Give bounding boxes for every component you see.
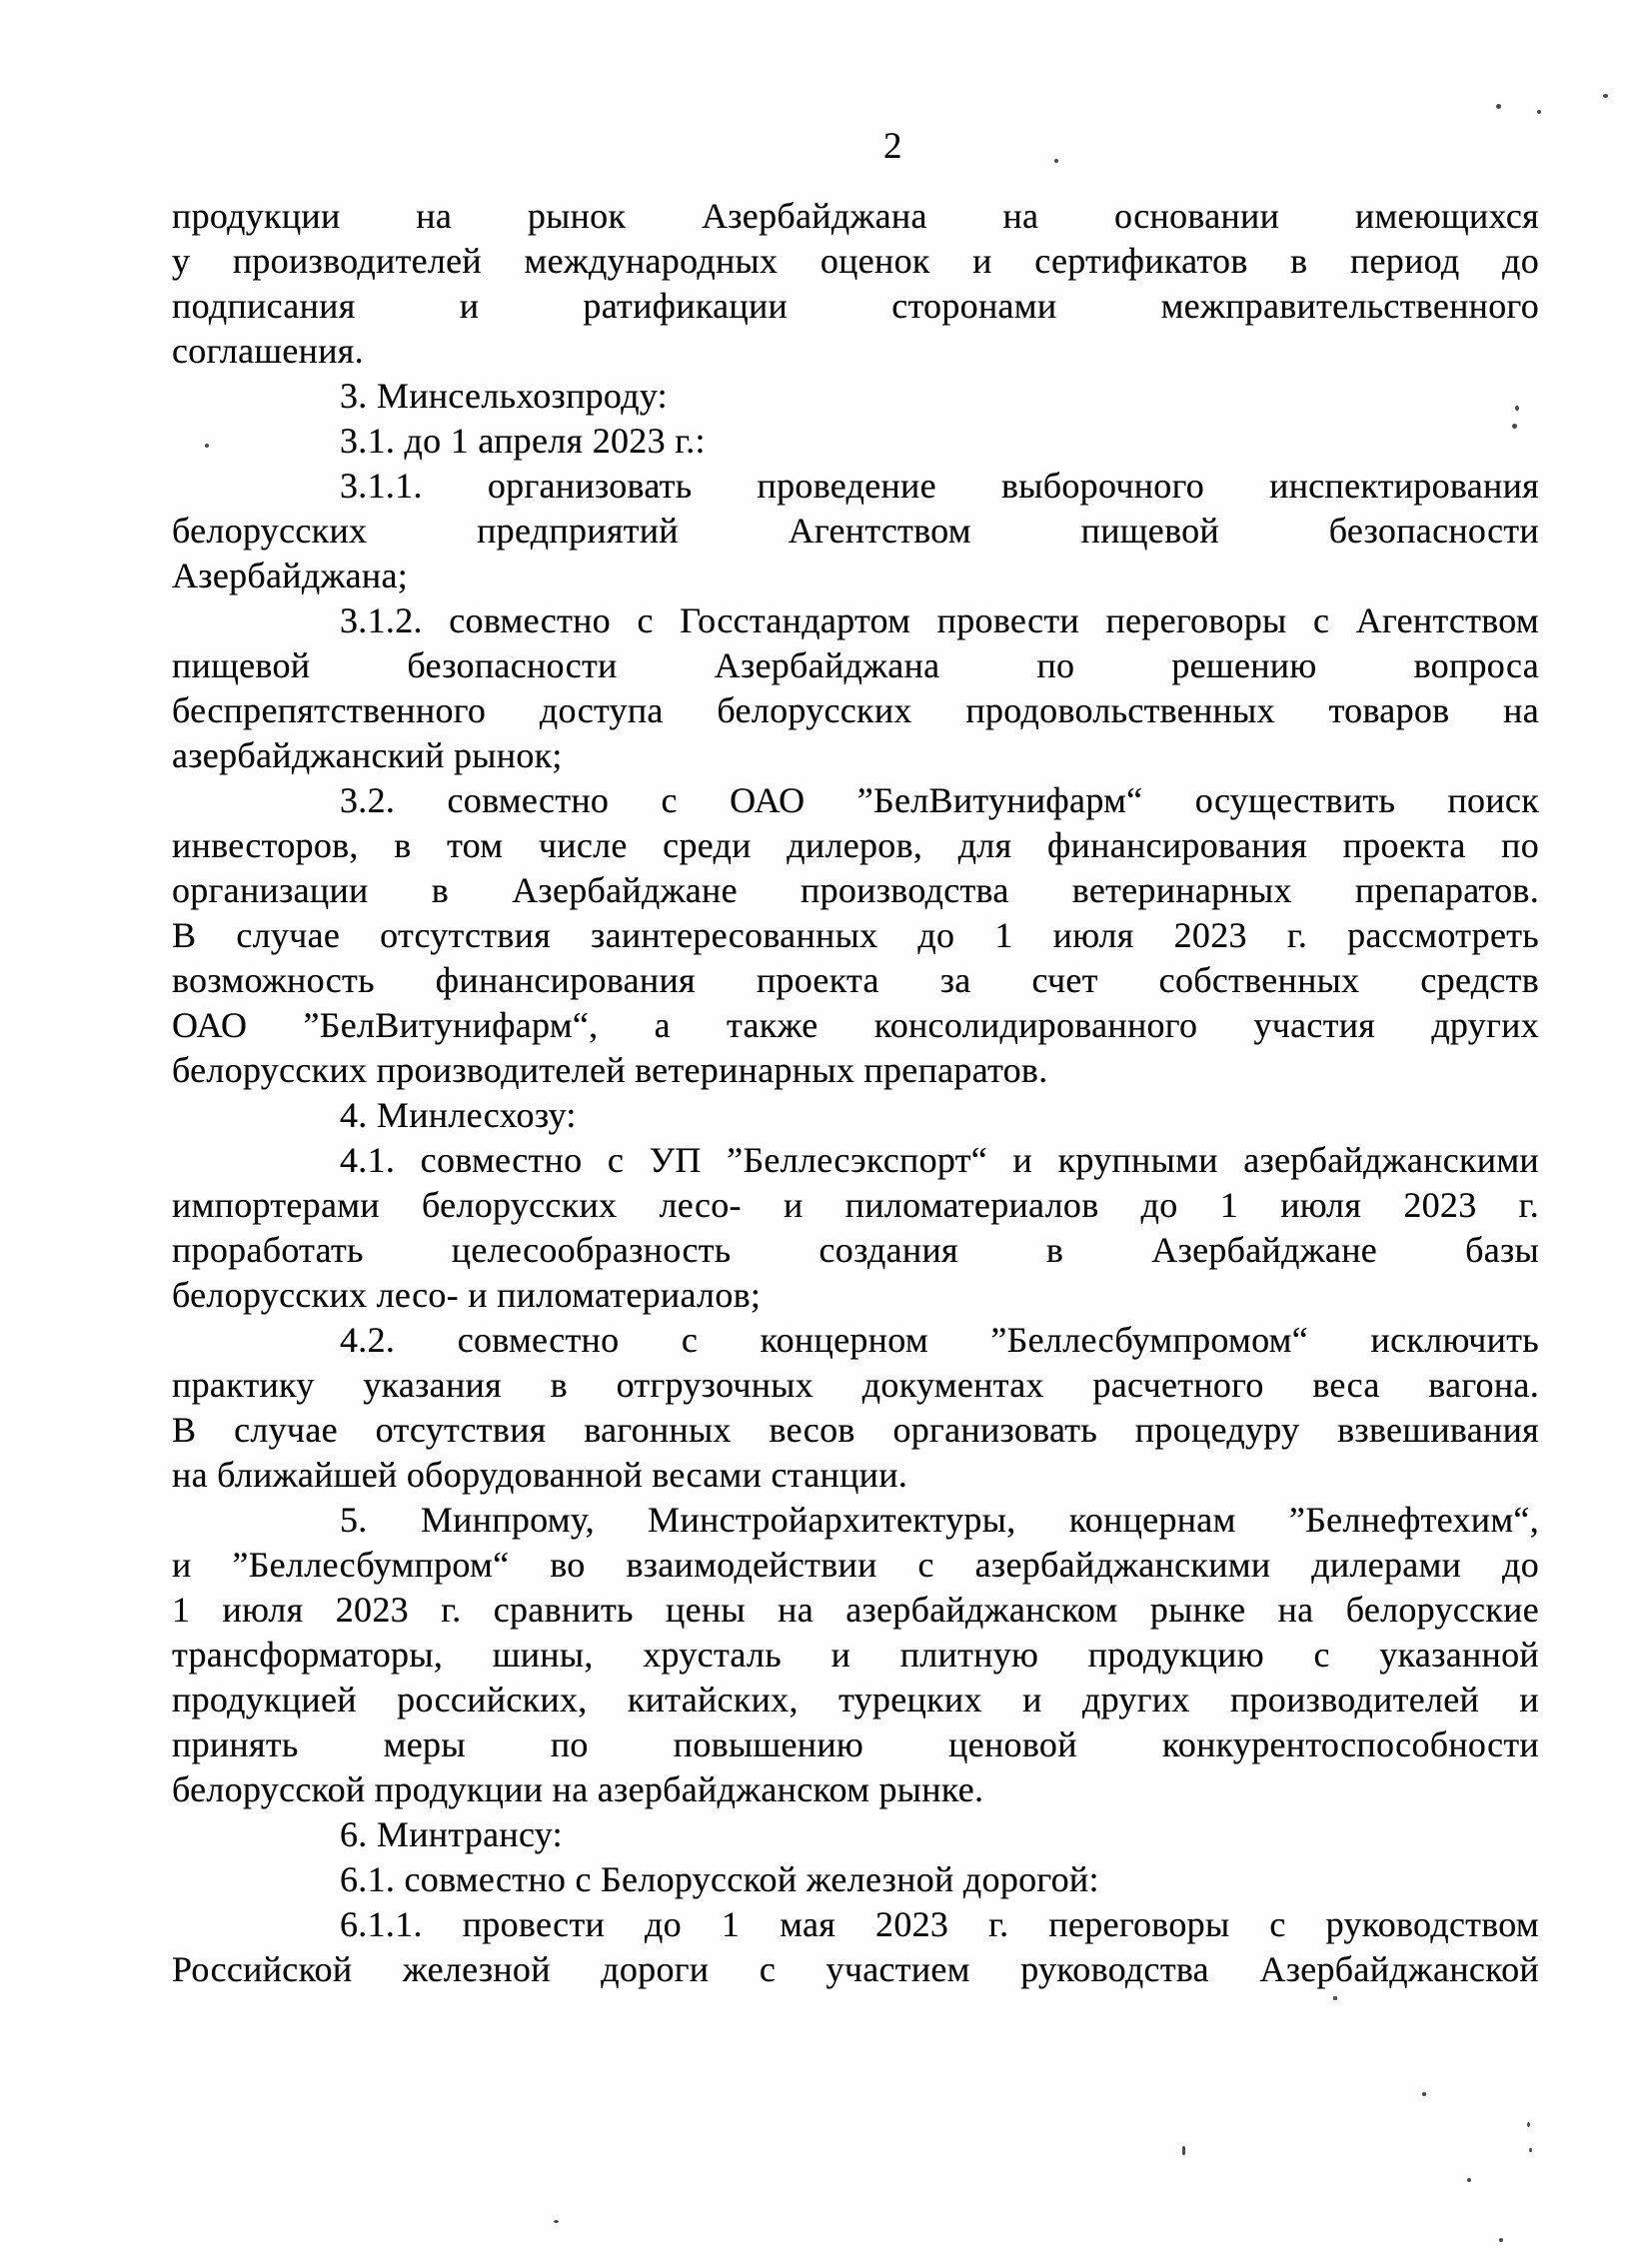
text-line: на ближайшей оборудованной весами станции. — [172, 1455, 908, 1495]
text-line: 1 июля 2023 г. сравнить цены на азербайджанском рынке на белорусские — [172, 1590, 1539, 1630]
scan-speck — [1515, 406, 1519, 411]
text-line: подписания и ратификации сторонами межправительственного — [172, 286, 1539, 326]
text-line: белорусских лесо- и пиломатериалов; — [172, 1275, 762, 1315]
text-line: продукции на рынок Азербайджана на основании имеющихся — [172, 196, 1539, 236]
text-line: возможность финансирования проекта за счет собственных средств — [172, 960, 1539, 1000]
text-line: 6. Минтрансу: — [340, 1814, 563, 1854]
document-body — [172, 194, 1539, 1992]
text-line: 3.2. совместно с ОАО ”БелВитунифарм“ осуществить поиск — [340, 780, 1539, 820]
scan-speck — [1529, 2148, 1532, 2152]
page-number: 2 — [883, 126, 902, 167]
text-line: 3. Минсельхозпроду: — [340, 376, 668, 416]
text-line: и ”Беллесбумпром“ во взаимодействии с азербайджанскими дилерами до — [172, 1545, 1539, 1585]
scan-speck — [1499, 2238, 1503, 2242]
scan-speck — [1422, 2092, 1426, 2096]
scan-speck — [1527, 2122, 1530, 2127]
scan-speck — [1512, 424, 1517, 429]
scan-speck — [1496, 104, 1501, 109]
text-line: 3.1.2. совместно с Госстандартом провести переговоры с Агентством — [340, 600, 1539, 640]
scan-speck — [554, 2220, 559, 2223]
text-line: белорусских производителей ветеринарных препаратов. — [172, 1050, 1048, 1090]
scan-speck — [1333, 1996, 1337, 2000]
text-line: у производителей международных оценок и сертификатов в период до — [172, 241, 1539, 281]
text-line: проработать целесообразность создания в Азербайджане базы — [172, 1230, 1539, 1270]
text-line: 4.1. совместно с УП ”Беллесэкспорт“ и крупными азербайджанскими — [340, 1140, 1539, 1180]
scan-speck — [1537, 110, 1541, 114]
text-line: Российской железной дороги с участием руководства Азербайджанской — [172, 1949, 1539, 1989]
text-line: 6.1.1. провести до 1 мая 2023 г. переговоры с руководством — [340, 1904, 1539, 1944]
text-line: практику указания в отгрузочных документах расчетного веса вагона. — [172, 1365, 1539, 1405]
text-line: В случае отсутствия вагонных весов организовать процедуру взвешивания — [172, 1410, 1539, 1450]
text-line: продукцией российских, китайских, турецких и других производителей и — [172, 1680, 1539, 1719]
text-line: 4. Минлесхозу: — [340, 1095, 577, 1135]
text-line: импортерами белорусских лесо- и пиломатериалов до 1 июля 2023 г. — [172, 1185, 1539, 1225]
text-line: пищевой безопасности Азербайджана по решению вопроса — [172, 645, 1539, 685]
text-line: белорусских предприятий Агентством пищевой безопасности — [172, 511, 1539, 551]
text-line: организации в Азербайджане производства ветеринарных препаратов. — [172, 870, 1539, 910]
scan-speck — [1603, 94, 1608, 98]
text-line: 3.1.1. организовать проведение выборочного инспектирования — [340, 466, 1539, 506]
scan-speck — [1054, 159, 1058, 163]
text-line: белорусской продукции на азербайджанском рынке. — [172, 1769, 984, 1809]
text-line: инвесторов, в том числе среди дилеров, для финансирования проекта по — [172, 825, 1539, 865]
text-line: Азербайджана; — [172, 556, 409, 595]
text-line: беспрепятственного доступа белорусских продовольственных товаров на — [172, 690, 1539, 730]
text-line: трансформаторы, шины, хрусталь и плитную продукцию с указанной — [172, 1635, 1539, 1675]
text-line: В случае отсутствия заинтересованных до 1 июля 2023 г. рассмотреть — [172, 915, 1539, 955]
text-line: соглашения. — [172, 331, 364, 371]
text-line: принять меры по повышению ценовой конкурентоспособности — [172, 1724, 1539, 1764]
text-line: азербайджанский рынок; — [172, 735, 563, 775]
text-line: 4.2. совместно с концерном ”Беллесбумпромом“ исключить — [340, 1320, 1539, 1360]
scan-speck — [1467, 2178, 1471, 2182]
text-line: 5. Минпрому, Минстройархитектуры, концернам ”Белнефтехим“, — [340, 1500, 1539, 1540]
text-line: ОАО ”БелВитунифарм“, а также консолидированного участия других — [172, 1005, 1539, 1045]
scan-speck — [205, 444, 209, 448]
text-line: 3.1. до 1 апреля 2023 г.: — [340, 421, 706, 461]
scan-speck — [1182, 2146, 1185, 2155]
text-line: 6.1. совместно с Белорусской железной дорогой: — [340, 1859, 1099, 1899]
